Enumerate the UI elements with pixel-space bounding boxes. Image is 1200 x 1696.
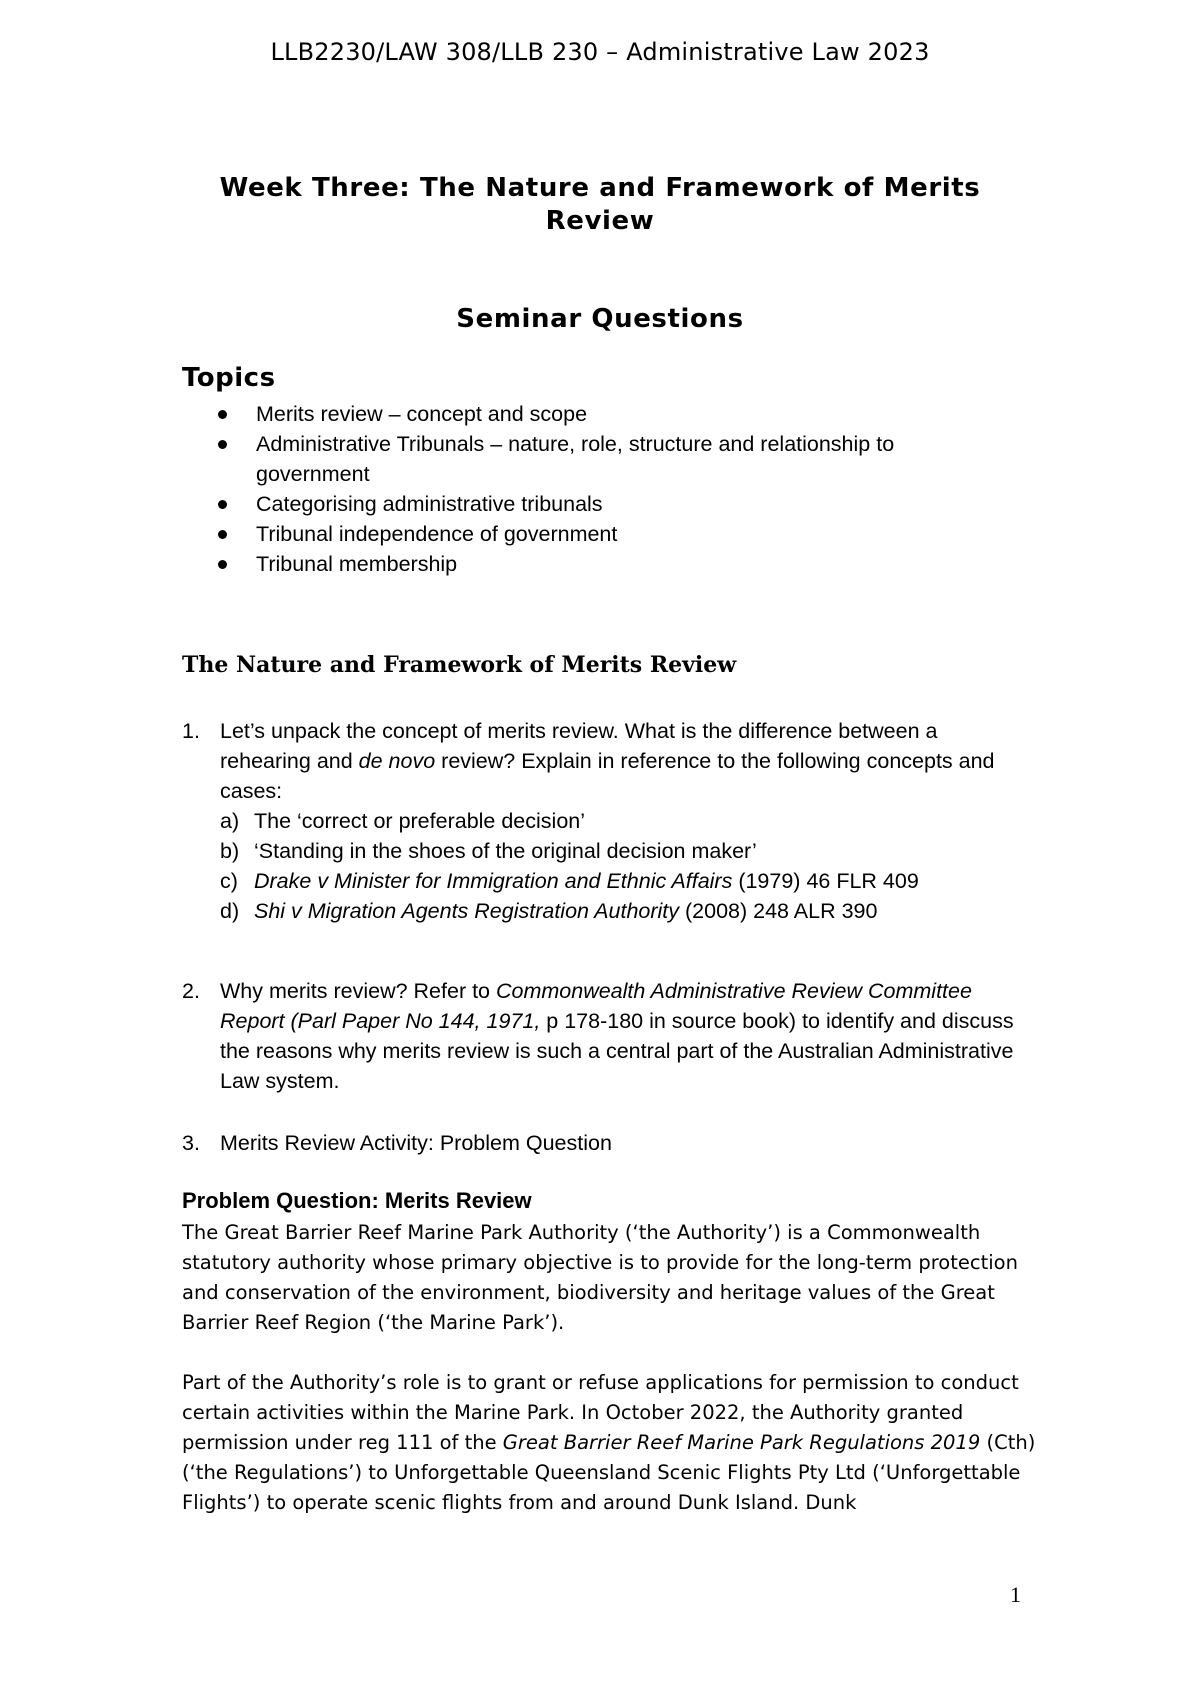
topic-text: Administrative Tribunals – nature, role, structure and relationship to government (256, 432, 895, 486)
question-number: 3. (182, 1131, 200, 1155)
topic-text: Tribunal independence of government (256, 522, 618, 546)
subquestion-letter: b) (220, 839, 240, 863)
question-text-italic: de novo (358, 749, 436, 773)
legislation-name: Great Barrier Reef Marine Park Regulations 2019 (502, 1431, 981, 1454)
bullet-icon (218, 410, 227, 419)
question-text (220, 716, 1032, 806)
page-number: 1 (1010, 1582, 1021, 1607)
question-3 (182, 1128, 1032, 1158)
running-header: LLB2230/LAW 308/LLB 230 – Administrative Law 2023 (270, 38, 930, 66)
paragraph-text-part: (Cth) (‘the Regulations’) to Unforgettable Queensland Scenic Flights Pty Ltd (‘Unforgettable Flights’) to operate scenic flights from and around Dunk Island. Dunk (182, 1431, 1036, 1514)
list-item (182, 866, 1032, 896)
page-title: Week Three: The Nature and Framework of Merits Review (219, 173, 981, 236)
list-item (182, 836, 1032, 866)
question-text-part: Why merits review? Refer to (220, 979, 496, 1003)
subquestion-letter: c) (220, 869, 238, 893)
list-item (210, 549, 970, 579)
list-item (182, 896, 1032, 926)
question-text (220, 976, 1032, 1096)
question-text-part: review? Explain in reference to the following concepts and cases: (220, 749, 995, 803)
problem-heading: Problem Question: Merits Review (182, 1188, 532, 1213)
paragraph-text-part: Part of the Authority’s role is to grant or refuse applications for permission to conduct certain activities within the Marine Park. In October 2022, the Authority granted permission under reg 111 of the (182, 1371, 1019, 1454)
problem-paragraph-1: The Great Barrier Reef Marine Park Authority (‘the Authority’) is a Commonwealth statutory authority whose primary objective is to provide for the long-term protection and conservation of the environment, biodiversity and heritage values of the Great Barrier Reef Region (‘the Marine Park’). (182, 1221, 1018, 1334)
question-2 (182, 976, 1032, 1096)
case-citation: (2008) 248 ALR 390 (679, 899, 878, 923)
question-1 (182, 716, 1032, 926)
topic-text: Merits review – concept and scope (256, 402, 588, 426)
case-name: Shi v Migration Agents Registration Authority (254, 899, 680, 923)
topics-list (210, 399, 970, 579)
bullet-icon (218, 560, 227, 569)
bullet-icon (218, 440, 227, 449)
question-text-part: Let’s unpack the concept of merits review. What is the difference between a rehearing and (220, 719, 938, 773)
section-heading: The Nature and Framework of Merits Review (182, 652, 737, 678)
question-number: 2. (182, 979, 200, 1003)
list-item (210, 429, 970, 489)
question-text-part: p 178-180 in source book) to identify and discuss the reasons why merits review is such a central part of the Australian Administrative Law system. (220, 1009, 1014, 1093)
list-item (182, 806, 1032, 836)
topic-text: Tribunal membership (256, 552, 458, 576)
problem-paragraph-2 (182, 1368, 1042, 1518)
list-item (210, 489, 970, 519)
question-text-italic: Commonwealth Administrative Review Committee Report (Parl Paper No 144, 1971, (220, 979, 972, 1033)
bullet-icon (218, 530, 227, 539)
list-item (210, 399, 970, 429)
topic-text: Categorising administrative tribunals (256, 492, 603, 516)
subquestion-letter: d) (220, 899, 240, 923)
subquestion-text: The ‘correct or preferable decision’ (254, 809, 586, 833)
subquestion-text: ‘Standing in the shoes of the original decision maker’ (254, 839, 757, 863)
page-subtitle: Seminar Questions (456, 304, 744, 334)
subquestion-letter: a) (220, 809, 240, 833)
question-text: Merits Review Activity: Problem Question (220, 1131, 612, 1155)
question-number: 1. (182, 719, 200, 743)
list-item (210, 519, 970, 549)
bullet-icon (218, 500, 227, 509)
subquestion-list (182, 806, 1032, 926)
case-name: Drake v Minister for Immigration and Ethnic Affairs (254, 869, 733, 893)
case-citation: (1979) 46 FLR 409 (732, 869, 919, 893)
topics-heading: Topics (182, 363, 276, 393)
